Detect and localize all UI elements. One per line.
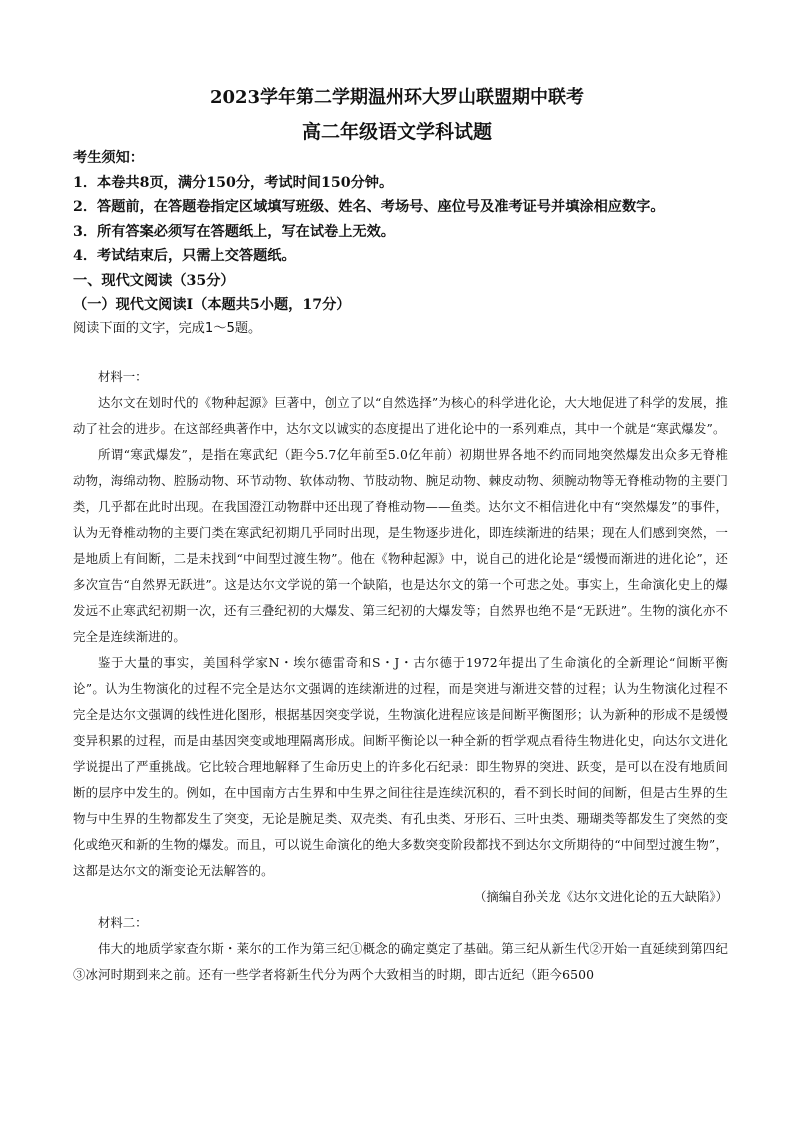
reading-passage [73,364,728,988]
exam-notice [73,146,733,340]
section-subheading: （一）现代文阅读Ⅰ（本题共5小题，17分） [73,297,351,313]
notice-item: 2．答题前，在答题卷指定区域填写班级、姓名、考场号、座位号及准考证号并填涂相应数字。 [73,199,665,215]
material-one-source: （摘编自孙关龙《达尔文进化论的五大缺陷》） [473,889,728,904]
notice-heading: 考生须知： [73,150,144,166]
reading-instruction: 阅读下面的文字，完成1～5题。 [73,320,262,336]
material-two-label: 材料二： [98,915,148,930]
notice-item: 4．考试结束后，只需上交答题纸。 [73,248,296,264]
material-one-paragraph: 所谓“寒武爆发”，是指在寒武纪（距今5.7亿年前至5.0亿年前）初期世界各地不约而同地突然爆发出众多无脊椎动物，海绵动物、腔肠动物、环节动物、软体动物、节肢动物、腕足动物、棘皮动物、须腕动物等无脊椎动物的主要门类，几乎都在此时出现。在我国澄江动物群中还出现了脊椎动物——鱼类。达尔文不相信进化中有“突然爆发”的事件，认为无脊椎动物的主要门类在寒武纪初期几乎同时出现，是生物逐步进化，即连续渐进的结果；现在人们感到突然，一是地质上有间断，二是未找到“中间型过渡生物”。他在《物种起源》中，说自己的进化论是“缓慢而渐进的进化论”，还多次宣告“自然界无跃进”。这是达尔文学说的第一个缺陷，也是达尔文的第一个可悲之处。事实上，生命演化史上的爆发远不止寒武纪初期一次，还有三叠纪初的大爆发、第三纪初的大爆发等；自然界也绝不是“无跃进”。生物的演化亦不完全是连续渐进的。 [73,447,728,644]
material-one-paragraph: 鉴于大量的事实，美国科学家N・埃尔德雷奇和S・J・古尔德于1972年提出了生命演化的全新理论“间断平衡论”。认为生物演化的过程不完全是达尔文强调的连续渐进的过程，而是突进与渐进交替的过程；认为生物演化过程不完全是达尔文强调的线性进化图形，根据基因突变学说，生物演化进程应该是间断平衡图形；认为新种的形成不是缓慢变异积累的过程，而是由基因突变或地理隔离形成。间断平衡论以一种全新的哲学观点看待生物进化史，向达尔文进化学说提出了严重挑战。它比较合理地解释了生命历史上的许多化石纪录：即生物界的突进、跃变，是可以在没有地质间断的层序中发生的。例如，在中国南方古生界和中生界之间往往是连续沉积的，看不到长时间的间断，但是古生界的生物与中生界的生物都发生了突变，无论是腕足类、双壳类、有孔虫类、牙形石、三叶虫类、珊瑚类等都发生了突然的变化或绝灭和新的生物的爆发。而且，可以说生命演化的绝大多数突变阶段都找不到达尔文所期待的“中间型过渡生物”，这都是达尔文的渐变论无法解答的。 [73,655,728,878]
material-one-label: 材料一： [98,369,148,384]
material-one-paragraph: 达尔文在划时代的《物种起源》巨著中，创立了以“自然选择”为核心的科学进化论，大大地促进了科学的发展，推动了社会的进步。在这部经典著作中，达尔文以诚实的态度提出了进化论中的一系列难点，其中一个就是“寒武爆发”。 [73,395,728,436]
exam-title: 2023学年第二学期温州环大罗山联盟期中联考 [209,87,585,108]
section-heading: 一、现代文阅读（35分） [73,272,235,289]
notice-item: 1．本卷共8页，满分150分，考试时间150分钟。 [73,174,394,191]
material-two-paragraph: 伟大的地质学家查尔斯・莱尔的工作为第三纪①概念的确定奠定了基础。第三纪从新生代②开始一直延续到第四纪③冰河时期到来之前。还有一些学者将新生代分为两个大致相当的时期，即古近纪（距今6500 [73,941,728,982]
exam-subtitle: 高二年级语文学科试题 [301,121,492,143]
notice-item: 3．所有答案必须写在答题纸上，写在试卷上无效。 [73,223,395,240]
